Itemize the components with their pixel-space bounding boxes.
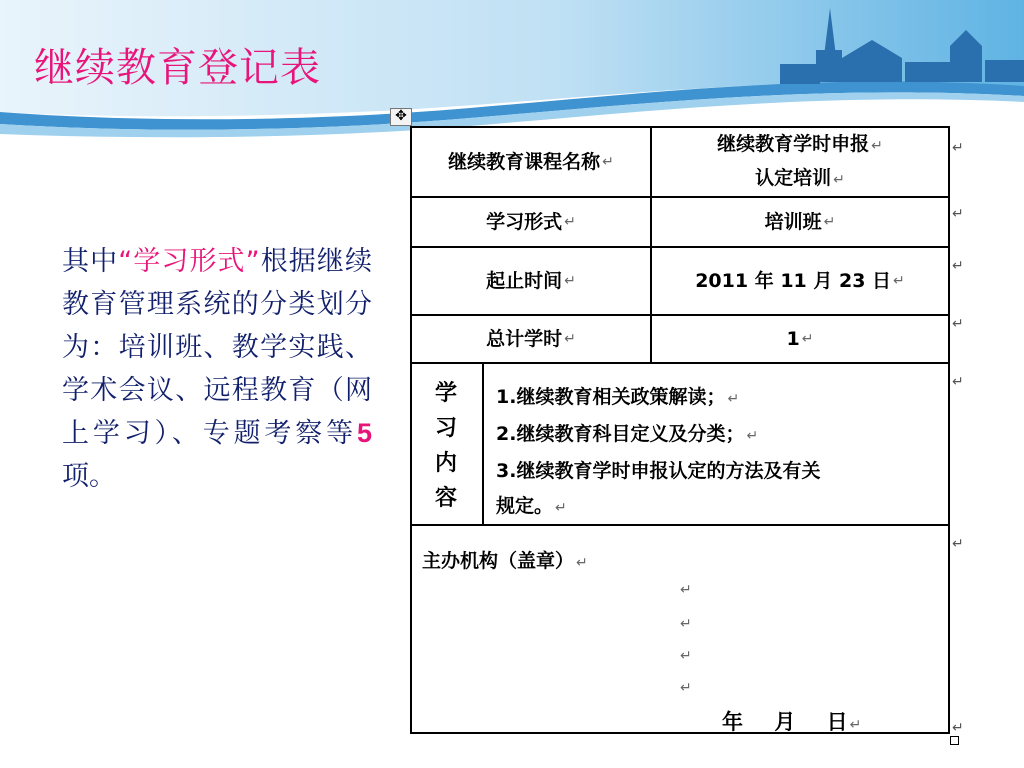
row-end-mark-icon: ↵ — [952, 720, 964, 736]
paragraph-mark-icon: ↵ — [564, 273, 576, 289]
row-end-mark-icon: ↵ — [952, 206, 964, 222]
note-part-1: 其中 — [62, 246, 119, 277]
paragraph-mark-icon: ↵ — [746, 428, 759, 444]
period-value-cell — [652, 248, 948, 314]
registration-form-table — [410, 126, 950, 734]
period-label: 起止时间 — [486, 270, 563, 292]
course-name-label-cell — [412, 128, 650, 196]
list-item: 2.继续教育科目定义及分类； ↵ — [496, 423, 759, 445]
note-part-2: 根据继续教育管理系统的分类划分为：培训班、教学实践、学术会议、远程教育（网上学习）、专题考察等 — [62, 246, 372, 449]
course-name-value-line2: 认定培训 — [755, 167, 832, 189]
date-year-label: 年 — [722, 710, 743, 734]
table-move-handle-icon[interactable]: ✥ — [390, 108, 412, 126]
organizer-label: 主办机构（盖章） ↵ — [422, 550, 588, 572]
explanatory-note — [62, 240, 372, 498]
note-count: 5 — [356, 418, 372, 448]
row-end-mark-icon: ↵ — [952, 258, 964, 274]
paragraph-mark-icon: ↵ — [727, 391, 740, 407]
paragraph-mark-icon: ↵ — [680, 648, 692, 664]
content-label-char: 习 — [434, 416, 457, 441]
paragraph-mark-icon: ↵ — [680, 582, 692, 598]
content-label — [426, 376, 466, 516]
table-resize-handle[interactable] — [950, 736, 959, 745]
row-end-mark-icon: ↵ — [952, 374, 964, 390]
table-row-divider — [412, 362, 948, 364]
note-highlight: “学习形式” — [118, 246, 260, 277]
list-item: 1.继续教育相关政策解读； ↵ — [496, 386, 740, 408]
period-label-cell — [412, 248, 650, 314]
paragraph-mark-icon: ↵ — [680, 616, 692, 632]
paragraph-mark-icon: ↵ — [576, 555, 588, 571]
period-value: 2011 年 11 月 23 日 — [695, 270, 892, 292]
table-column-divider — [482, 362, 484, 526]
course-name-value-cell — [652, 128, 948, 196]
paragraph-mark-icon: ↵ — [893, 273, 905, 289]
paragraph-mark-icon: ↵ — [564, 331, 576, 347]
seal-date-line — [722, 706, 861, 736]
total-hours-value-cell — [652, 316, 948, 362]
paragraph-mark-icon: ↵ — [801, 331, 814, 347]
study-form-value-cell — [652, 198, 948, 246]
page-title: 继续教育登记表 — [34, 45, 321, 91]
row-end-mark-icon: ↵ — [952, 316, 964, 332]
note-part-3: 项。 — [62, 461, 116, 492]
study-form-value: 培训班 — [764, 211, 822, 233]
paragraph-mark-icon: ↵ — [871, 138, 883, 154]
content-label-char: 学 — [434, 381, 457, 406]
content-label-char: 内 — [434, 451, 457, 476]
date-month-label: 月 — [774, 710, 796, 734]
total-hours-label-cell — [412, 316, 650, 362]
total-hours-label: 总计学时 — [486, 328, 563, 350]
paragraph-mark-icon: ↵ — [833, 172, 845, 188]
content-list — [496, 380, 946, 526]
paragraph-mark-icon: ↵ — [680, 680, 692, 696]
paragraph-mark-icon: ↵ — [564, 214, 576, 230]
course-name-label: 继续教育课程名称 — [448, 151, 601, 173]
list-item: 规定。 ↵ — [496, 495, 567, 517]
content-label-char: 容 — [434, 486, 457, 511]
paragraph-mark-icon: ↵ — [849, 717, 862, 733]
study-form-label: 学习形式 — [486, 211, 563, 233]
paragraph-mark-icon: ↵ — [555, 500, 567, 516]
paragraph-mark-icon: ↵ — [823, 214, 836, 230]
registration-form-image — [390, 108, 970, 758]
paragraph-mark-icon: ↵ — [602, 154, 614, 170]
row-end-mark-icon: ↵ — [952, 536, 964, 552]
course-name-value-line1: 继续教育学时申报 — [717, 133, 870, 155]
list-item: 3.继续教育学时申报认定的方法及有关 — [496, 460, 821, 482]
row-end-mark-icon: ↵ — [952, 140, 964, 156]
study-form-label-cell — [412, 198, 650, 246]
date-day-label: 日 — [826, 710, 848, 734]
total-hours-value: 1 — [786, 328, 800, 350]
